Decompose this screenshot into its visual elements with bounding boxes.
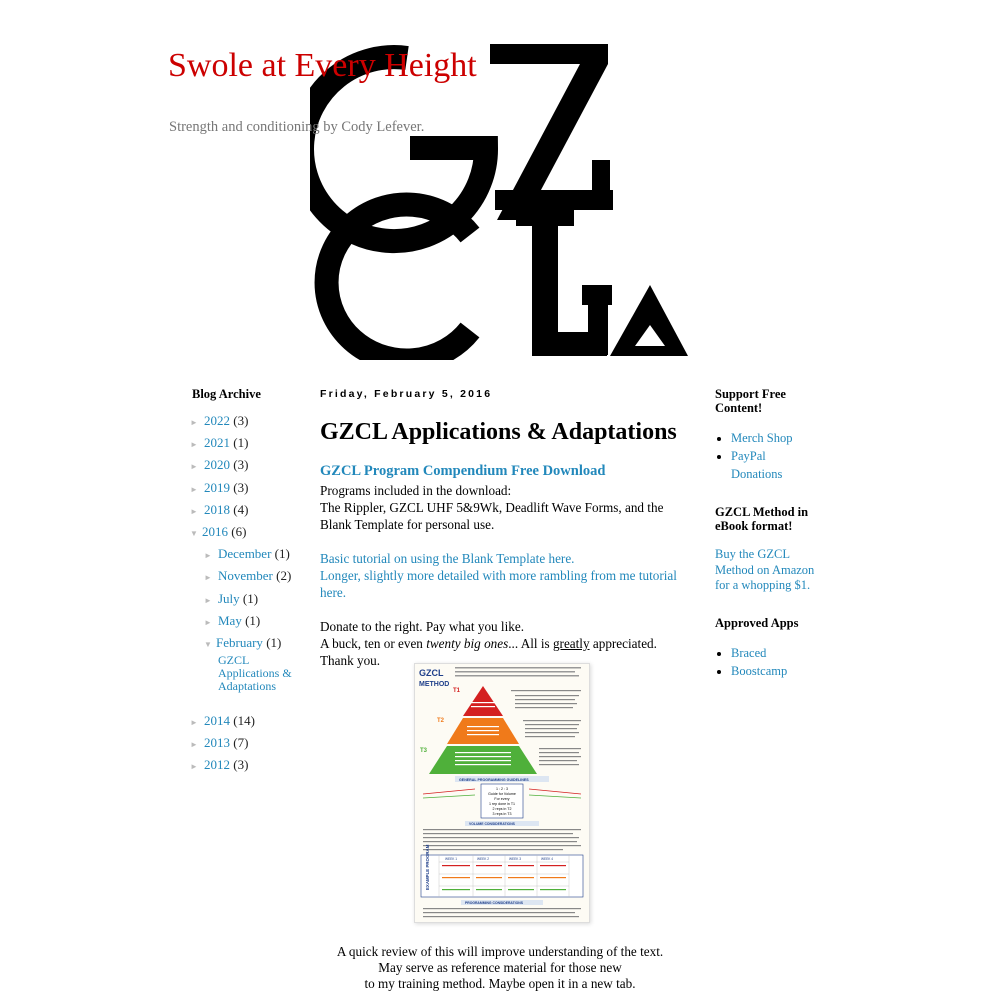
apps-heading: Approved Apps	[715, 615, 799, 630]
svg-text:WEEK 2: WEEK 2	[477, 857, 490, 861]
archive-month[interactable]	[204, 568, 300, 590]
archive-year[interactable]	[190, 435, 300, 457]
svg-text:WEEK 3: WEEK 3	[509, 857, 522, 861]
collapse-arrow-icon[interactable]: ▼	[204, 639, 212, 649]
boostcamp-link[interactable]: Boostcamp	[731, 663, 788, 678]
list-item	[731, 447, 815, 483]
archive-year-expanded[interactable]	[190, 524, 300, 546]
gzcl-method-graphic	[415, 664, 589, 922]
archive-year[interactable]	[190, 413, 300, 435]
apps-links	[715, 644, 815, 680]
archive-year[interactable]	[190, 457, 300, 479]
post-date: Friday, February 5, 2016	[320, 388, 493, 400]
collapse-arrow-icon[interactable]: ▼	[190, 528, 198, 538]
post-body	[320, 460, 680, 669]
archive-count: (3)	[233, 479, 249, 495]
image-caption	[320, 944, 680, 992]
archive-count: (3)	[233, 757, 249, 773]
archive-count: (6)	[231, 523, 247, 539]
svg-text:3 reps in T3: 3 reps in T3	[492, 812, 512, 816]
svg-text:For every: For every	[494, 797, 510, 801]
support-heading: Support Free Content!	[715, 387, 786, 415]
caption-line: May serve as reference material for those new	[378, 960, 622, 975]
svg-text:WEEK 1: WEEK 1	[445, 857, 458, 861]
svg-text:Guide for Volume: Guide for Volume	[488, 792, 516, 796]
archive-year[interactable]	[190, 713, 300, 735]
archive-year[interactable]	[190, 735, 300, 757]
expand-arrow-icon[interactable]: ►	[190, 418, 198, 427]
archive-year-link[interactable]: 2019	[204, 479, 230, 495]
post-text: Programs included in the download:	[320, 483, 512, 498]
archive-year-link[interactable]: 2020	[204, 457, 230, 473]
right-sidebar	[715, 387, 815, 702]
archive-month-link[interactable]: December	[218, 546, 272, 562]
gzcl-method-image[interactable]	[414, 663, 590, 923]
expand-arrow-icon[interactable]: ►	[190, 740, 198, 750]
svg-text:GENERAL PROGRAMMING GUIDELINES: GENERAL PROGRAMMING GUIDELINES	[459, 778, 529, 782]
archive-year-link[interactable]: 2013	[204, 735, 230, 751]
blog-description: Strength and conditioning by Cody Lefever.	[169, 119, 425, 135]
archive-count: (2)	[276, 568, 292, 584]
tutorial-link[interactable]: Basic tutorial on using the Blank Template here.	[320, 551, 575, 566]
post	[320, 387, 680, 991]
caption-line: A quick review of this will improve understanding of the text.	[336, 944, 664, 959]
archive-count: (1)	[233, 435, 249, 451]
list-item	[731, 429, 815, 447]
braced-link[interactable]: Braced	[731, 645, 767, 660]
caption-line: to my training method. Maybe open it in a new tab.	[364, 976, 636, 991]
svg-text:1 : 2 : 3: 1 : 2 : 3	[496, 787, 508, 791]
ebook-heading: GZCL Method in eBook format!	[715, 505, 809, 533]
blog-title[interactable]: Swole at Every Height	[168, 47, 477, 84]
archive-month[interactable]	[204, 613, 300, 635]
archive-month-link[interactable]: May	[218, 612, 242, 628]
archive-post-link[interactable]: GZCL Applications & Adaptations	[218, 652, 292, 693]
list-item	[731, 644, 815, 662]
post-text: A buck, ten or even twenty big ones... All is greatly appreciated. Thank you.	[320, 636, 657, 668]
archive-month-expanded[interactable]	[204, 635, 300, 652]
archive-count: (14)	[233, 712, 255, 728]
archive-year-link[interactable]: 2022	[204, 413, 230, 428]
svg-text:1 rep done in T1: 1 rep done in T1	[488, 802, 516, 806]
expand-arrow-icon[interactable]: ►	[204, 573, 212, 583]
expand-arrow-icon[interactable]: ►	[204, 617, 212, 627]
svg-text:EXAMPLE PROGRAM: EXAMPLE PROGRAM	[425, 844, 430, 890]
archive-count: (1)	[242, 590, 259, 606]
archive-year[interactable]	[190, 502, 300, 524]
tutorial-link[interactable]: Longer, slightly more detailed with more rambling from me tutorial here.	[320, 568, 677, 600]
expand-arrow-icon[interactable]: ►	[204, 595, 212, 605]
expand-arrow-icon[interactable]: ►	[190, 440, 198, 450]
svg-text:T2: T2	[437, 718, 445, 724]
archive-count: (3)	[233, 413, 249, 428]
expand-arrow-icon[interactable]: ►	[190, 484, 198, 494]
post-title[interactable]: GZCL Applications & Adaptations	[320, 419, 677, 445]
gzcla-logo	[310, 40, 690, 360]
archive-count: (1)	[245, 612, 261, 628]
svg-text:PROGRAMMING CONSIDERATIONS: PROGRAMMING CONSIDERATIONS	[465, 901, 523, 905]
archive-year[interactable]	[190, 757, 300, 779]
blog-archive	[190, 387, 300, 779]
expand-arrow-icon[interactable]: ►	[190, 762, 198, 772]
expand-arrow-icon[interactable]: ►	[190, 506, 198, 516]
download-link[interactable]: GZCL Program Compendium Free Download	[320, 463, 606, 479]
svg-text:WEEK 4: WEEK 4	[541, 857, 554, 861]
archive-year-link[interactable]: 2014	[204, 712, 230, 728]
archive-count: (7)	[233, 735, 249, 751]
archive-year[interactable]	[190, 480, 300, 502]
archive-count: (3)	[233, 457, 249, 473]
post-text: Donate to the right. Pay what you like.	[320, 619, 525, 634]
archive-month-link[interactable]: July	[218, 590, 240, 606]
archive-year-link[interactable]: 2016	[202, 523, 228, 539]
svg-text:GZCL: GZCL	[419, 668, 444, 678]
post-text: The Rippler, GZCL UHF 5&9Wk, Deadlift Wave Forms, and the Blank Template for personal use.	[320, 500, 664, 532]
archive-count: (4)	[233, 501, 249, 517]
archive-heading: Blog Archive	[192, 387, 261, 401]
expand-arrow-icon[interactable]: ►	[190, 717, 198, 727]
ebook-amazon-link[interactable]: Buy the GZCL Method on Amazon for a whopping $1.	[715, 547, 815, 592]
svg-text:METHOD: METHOD	[419, 681, 450, 688]
svg-text:T1: T1	[453, 688, 461, 694]
paypal-donations-link[interactable]: PayPal Donations	[731, 449, 783, 481]
expand-arrow-icon[interactable]: ►	[204, 551, 212, 561]
archive-year-link[interactable]: 2021	[204, 435, 230, 451]
svg-text:T3: T3	[420, 748, 428, 754]
svg-text:VOLUME CONSIDERATIONS: VOLUME CONSIDERATIONS	[469, 822, 515, 826]
archive-count: (1)	[266, 634, 282, 650]
archive-year-link[interactable]: 2018	[204, 501, 230, 517]
archive-month[interactable]	[204, 591, 300, 613]
list-item	[731, 662, 815, 680]
svg-text:2 reps in T2: 2 reps in T2	[492, 807, 512, 811]
archive-month[interactable]	[204, 546, 300, 568]
archive-month-link[interactable]: November	[218, 568, 273, 584]
archive-year-link[interactable]: 2012	[204, 757, 230, 773]
merch-shop-link[interactable]: Merch Shop	[731, 431, 793, 445]
support-links	[715, 429, 815, 483]
archive-count: (1)	[274, 546, 290, 562]
archive-month-link[interactable]: February	[216, 634, 263, 650]
expand-arrow-icon[interactable]: ►	[190, 462, 198, 472]
